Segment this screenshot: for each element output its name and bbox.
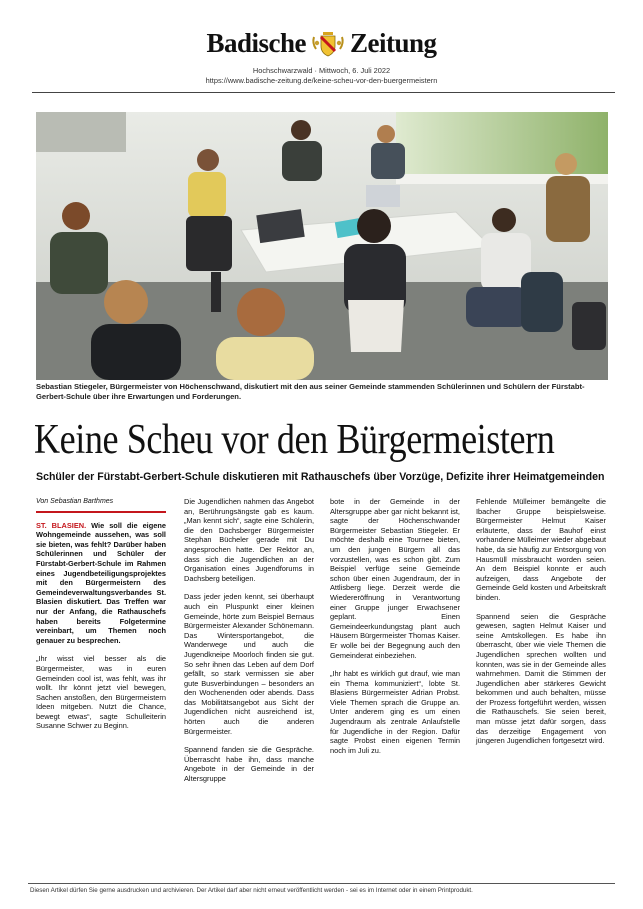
brand-right: Zeitung <box>350 28 437 58</box>
lead-paragraph <box>36 521 166 646</box>
article-column-2 <box>184 497 314 793</box>
edition-meta <box>0 66 643 86</box>
brand-left: Badische <box>206 28 306 58</box>
footer-divider <box>28 883 615 884</box>
article-column-3 <box>330 497 460 764</box>
reprint-notice: Diesen Artikel dürfen Sie gerne ausdrucken und archivieren. Der Artikel darf aber nicht erneut veröffentlicht werden - sei es im Internet oder in einem Printprodukt. <box>30 887 473 894</box>
article-photo <box>36 112 608 380</box>
article-body <box>36 497 610 877</box>
paragraph: bote in der Gemeinde in der Altersgruppe aber gar nicht bekannt ist, sagte der Höchenschwander Bürgermeister Sebastian Stiegeler. Er möchte deshalb eine Tournee bieten, um den jungen Bürgern all das vorzustellen, was es schon gibt. Zum Beispiel verfüge seine Gemeinde schon über einen Jugendraum, der in Attlisberg liege. Derzeit werde die Wiedereröffnung in Verantwortung einer Gruppe junger Erwachsener geplant. Einen Gemeindeerkundungstag plant auch Häusern Bürgermeister Thomas Kaiser. Er wolle bei der Begegnung auch den Gemeinderat einbeziehen. <box>330 497 460 660</box>
header-divider <box>32 92 615 93</box>
paragraph: Spannend fanden sie die Gespräche. Überrascht habe ihn, dass manche Angebote in der Gemeinde in der Altersgruppe <box>184 745 314 784</box>
article-url[interactable]: https://www.badische-zeitung.de/keine-scheu-vor-den-buergermeistern <box>205 76 438 85</box>
classroom-photo-illustration <box>36 112 608 380</box>
coat-of-arms-icon <box>310 31 346 57</box>
author-name: Von Sebastian Barthmes <box>36 498 114 505</box>
article-headline: Keine Scheu vor den Bürgermeistern <box>34 417 555 463</box>
paragraph: Die Jugendlichen nahmen das Angebot an, Berührungsängste gab es kaum. „Man kennt sich“, sagte eine Schülerin, die den Dachsberger Bürgermeister Stephan Bücheler gerade mit Du angesprochen hatte. Der Rektor an, dass sich die Jugendlichen an der Organisation eines Jugendforums in Dachsberg beteiligen. <box>184 497 314 583</box>
paragraph: Dass jeder jeden kennt, sei überhaupt auch ein Pluspunkt einer kleinen Gemeinde, hörte zum Beispiel Bernaus Bürgermeister Alexander Schönemann. Das Wintersportangebot, die Wanderwege und auch die Jugendkneipe Moorloch finden sie gut. So sehr ihnen das Leben auf dem Dorf gefällt, so stark vermissen sie aber gute Busverbindungen – besonders an den Wochenenden oder abends. Dass das Mobilitätsangebot aus Sicht der Jugendlichen nicht ausreichend ist, hörten auch die anderen Bürgermeister. <box>184 592 314 736</box>
byline <box>36 497 166 513</box>
masthead <box>0 28 643 59</box>
article-column-1 <box>36 497 166 740</box>
article-deck: Schüler der Fürstabt-Gerbert-Schule diskutieren mit Rathauschefs über Vorzüge, Defizite ihrer Heimatgemeinden <box>36 471 605 483</box>
lead-text: Wie soll die eigene Wohngemeinde aussehen, was soll sie bieten, was fehlt? Darüber haben Schülerinnen und Schüler der Fürstabt-Gerbert-Schule im Rahmen eines Jugendbeteiligungsprojektes mit den Bürgermeistern des Gemeindeverwaltungsverbandes St. Blasien diskutiert. Das Treffen war nur der Anfang, die Rathauschefs haben bereits Folgetermine vereinbart, um Themen noch genauer zu besprechen. <box>36 520 166 645</box>
paragraph: „Ihr habt es wirklich gut drauf, wie man ein Thema kommuniziert“, lobte St. Blasiens Bürgermeister Adrian Probst. Viele Themen sprach die Gruppe an. Unter anderem ging es um einen Jugendraum als zentrale Anlaufstelle für Jugendliche in der Region. Dafür sagte Probst einen eigenen Termin noch im Juli zu. <box>330 669 460 755</box>
article-column-4 <box>476 497 606 755</box>
paragraph: Spannend seien die Gespräche gewesen, sagten Helmut Kaiser und seine Amtskollegen. Es habe ihn überrascht, über wie viele Themen die Jugendlichen sprechen wollten und konnten, was sie in der Gemeinde alles wahrnehmen. Damit die Stimmen der Jugendlichen aber stärkeres Gewicht bekommen und auch behalten, müsse der Prozess fortgeführt werden, wissen die Rathauschefs. Sie seien bereit, man müsse jetzt dafür sorgen, dass das derzeitige Engagement von jüngeren Jugendlichen fortgesetzt wird. <box>476 611 606 746</box>
newspaper-logo <box>206 28 436 59</box>
edition-line: Hochschwarzwald · Mittwoch, 6. Juli 2022 <box>252 66 391 75</box>
photo-caption: Sebastian Stiegeler, Bürgermeister von Höchenschwand, diskutiert mit den aus seiner Gemeinde stammenden Schülerinnen und Schülern der Fürstabt-Gerbert-Schule über ihre Erwartungen und Forderungen. <box>36 382 585 401</box>
paragraph: „Ihr wisst viel besser als die Bürgermeister, was in euren Gemeinden cool ist, was fehlt, was ihr wollt. Ihr könnt jetzt viel bewegen, Sachen anstoßen, den Bürgermeistern Ideen mitgeben. Nutzt die Chance, bewegt etwas“, sagte Schulleiterin Susanne Schwer zu Beginn. <box>36 654 166 731</box>
paragraph: Fehlende Mülleimer bemängelte die Ibacher Gruppe beispielsweise. Bürgermeister Helmut Kaiser erläuterte, dass der Bauhof einst vorhandene Mülleimer wieder abgebaut habe, da sie häufig zur Entsorgung von Hausmüll missbraucht worden seien. An dem Beispiel konnte er auch aufzeigen, dass Angebote der Gemeinde Geld kosten und Arbeitskraft binden. <box>476 497 606 602</box>
dateline: ST. BLASIEN. <box>36 520 87 530</box>
